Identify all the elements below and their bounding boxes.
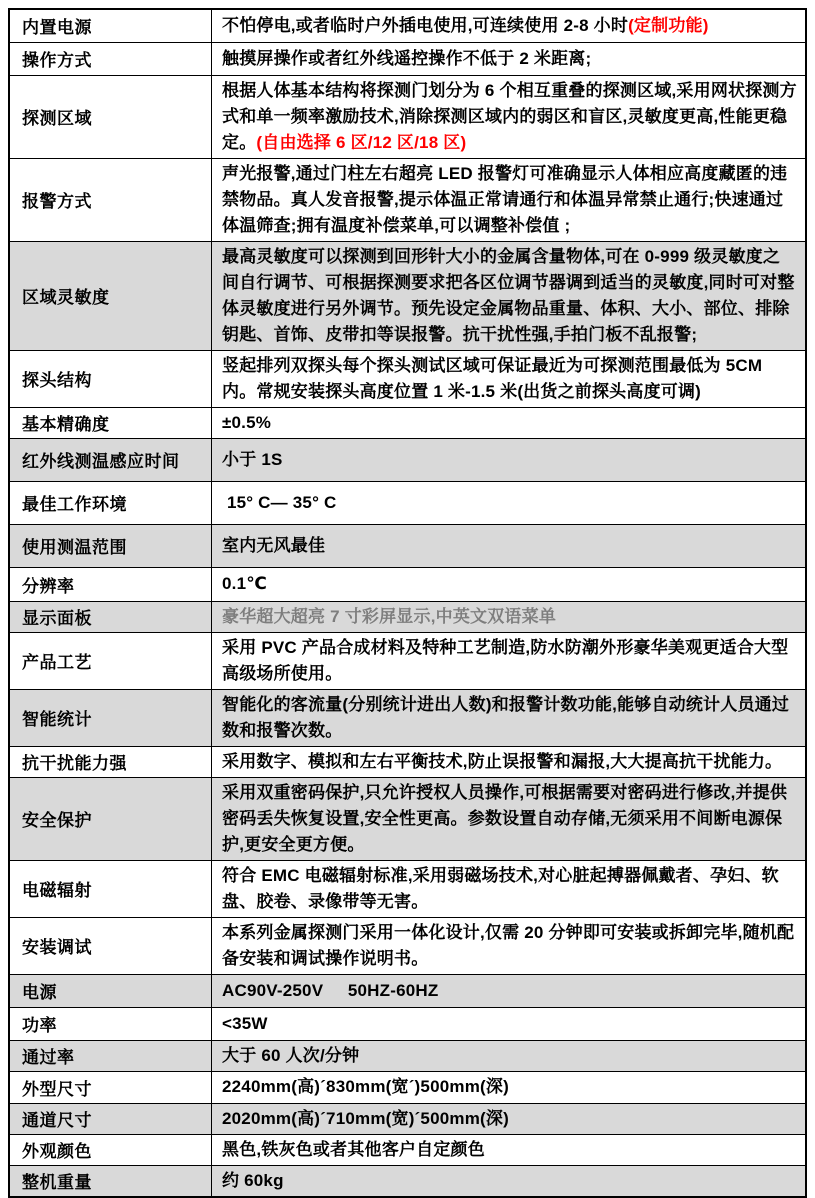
table-row (9, 601, 806, 632)
table-row (9, 777, 806, 860)
spec-value-text: 采用 PVC 产品合成材料及特种工艺制造,防水防潮外形豪华美观更适合大型高级场所使用。 (222, 637, 789, 683)
table-row (9, 9, 806, 42)
spec-label: 智能统计 (9, 689, 212, 746)
product-spec-table (8, 8, 807, 1198)
spec-value-text: AC90V-250V 50HZ-60HZ (222, 980, 439, 1000)
spec-label: 操作方式 (9, 42, 212, 75)
table-row (9, 1134, 806, 1165)
spec-value-text: 采用双重密码保护,只允许授权人员操作,可根据需要对密码进行修改,并提供密码丢失恢复设置,安全性更高。参数设置自动存储,无须采用不间断电源保护,更安全更方便。 (222, 782, 788, 854)
spec-value (212, 974, 807, 1007)
table-row (9, 158, 806, 241)
spec-value (212, 746, 807, 777)
spec-label: 安装调试 (9, 917, 212, 974)
spec-value (212, 917, 807, 974)
spec-label: 通过率 (9, 1040, 212, 1071)
spec-value-highlight: (定制功能) (628, 15, 709, 35)
spec-value (212, 407, 807, 438)
table-row (9, 1103, 806, 1134)
spec-value-text: 声光报警,通过门柱左右超亮 LED 报警灯可准确显示人体相应高度藏匿的违禁物品。真人发音报警,提示体温正常请通行和体温异常禁止通行;快速通过体温筛查;拥有温度补偿菜单,可以调整补偿值 ; (222, 163, 788, 235)
spec-label: 使用测温范围 (9, 524, 212, 567)
spec-label: 基本精确度 (9, 407, 212, 438)
spec-value-text: 小于 1S (222, 449, 283, 469)
spec-value-text: ±0.5% (222, 412, 272, 432)
spec-value (212, 481, 807, 524)
spec-value-text: 本系列金属探测门采用一体化设计,仅需 20 分钟即可安装或拆卸完毕,随机配备安装和调试操作说明书。 (222, 922, 795, 968)
spec-label: 外观颜色 (9, 1134, 212, 1165)
table-row (9, 567, 806, 601)
spec-value (212, 1040, 807, 1071)
table-row (9, 241, 806, 350)
spec-value-text: <35W (222, 1013, 268, 1033)
spec-value (212, 524, 807, 567)
table-row (9, 75, 806, 158)
table-row (9, 746, 806, 777)
table-row (9, 860, 806, 917)
spec-value (212, 158, 807, 241)
table-row (9, 974, 806, 1007)
table-row (9, 689, 806, 746)
spec-label: 外型尺寸 (9, 1071, 212, 1103)
spec-label: 分辨率 (9, 567, 212, 601)
table-row (9, 1040, 806, 1071)
spec-value (212, 601, 807, 632)
spec-value (212, 42, 807, 75)
spec-value-text: 约 60kg (222, 1170, 284, 1190)
table-row (9, 1007, 806, 1040)
table-row (9, 438, 806, 481)
spec-value-text: 黑色,铁灰色或者其他客户自定颜色 (222, 1139, 485, 1159)
spec-value-text: 0.1℃ (222, 574, 268, 593)
spec-label: 报警方式 (9, 158, 212, 241)
spec-value (212, 350, 807, 407)
spec-label: 电磁辐射 (9, 860, 212, 917)
spec-label: 区域灵敏度 (9, 241, 212, 350)
table-row (9, 1165, 806, 1197)
spec-value (212, 9, 807, 42)
spec-label: 电源 (9, 974, 212, 1007)
spec-value (212, 438, 807, 481)
spec-value (212, 75, 807, 158)
spec-label: 红外线测温感应时间 (9, 438, 212, 481)
spec-label: 内置电源 (9, 9, 212, 42)
spec-label: 抗干扰能力强 (9, 746, 212, 777)
spec-label: 安全保护 (9, 777, 212, 860)
spec-label: 通道尺寸 (9, 1103, 212, 1134)
spec-value (212, 777, 807, 860)
spec-label: 显示面板 (9, 601, 212, 632)
spec-value (212, 632, 807, 689)
spec-value-text: 不怕停电,或者临时户外插电使用,可连续使用 2-8 小时 (222, 15, 629, 35)
spec-value (212, 1007, 807, 1040)
spec-value (212, 689, 807, 746)
spec-label: 探头结构 (9, 350, 212, 407)
spec-label: 最佳工作环境 (9, 481, 212, 524)
spec-value-highlight: (自由选择 6 区/12 区/18 区) (256, 132, 467, 152)
spec-value (212, 860, 807, 917)
spec-label: 功率 (9, 1007, 212, 1040)
table-row (9, 407, 806, 438)
spec-value (212, 1134, 807, 1165)
table-row (9, 42, 806, 75)
spec-value-text: 采用数字、模拟和左右平衡技术,防止误报警和漏报,大大提高抗干扰能力。 (222, 751, 783, 771)
spec-value-text: 最高灵敏度可以探测到回形针大小的金属含量物体,可在 0-999 级灵敏度之间自行调节、可根据探测要求把各区位调节器调到适当的灵敏度,同时可对整体灵敏度进行另外调节。预先设定金属物品重量、体积、大小、部位、排除钥匙、首饰、皮带扣等误报警。抗干扰性强,手拍门板不乱报警; (222, 246, 795, 344)
spec-value-text: 触摸屏操作或者红外线遥控操作不低于 2 米距离; (222, 48, 592, 68)
spec-value-text: 符合 EMC 电磁辐射标准,采用弱磁场技术,对心脏起搏器佩戴者、孕妇、软盘、胶卷、录像带等无害。 (222, 865, 779, 911)
spec-value-text: 2240mm(高)´830mm(宽´)500mm(深) (222, 1077, 509, 1096)
spec-value-text: 15° C— 35° C (222, 492, 337, 512)
spec-value-text: 室内无风最佳 (222, 535, 326, 555)
spec-value-text: 豪华超大超亮 7 寸彩屏显示,中英文双语菜单 (222, 606, 557, 626)
spec-value-text: 智能化的客流量(分别统计进出人数)和报警计数功能,能够自动统计人员通过数和报警次数。 (222, 694, 790, 740)
spec-value-text: 2020mm(高)´710mm(宽)´500mm(深) (222, 1108, 509, 1128)
table-row (9, 524, 806, 567)
spec-value-text: 大于 60 人次/分钟 (222, 1045, 360, 1065)
spec-value-text: 根据人体基本结构将探测门划分为 6 个相互重叠的探测区域,采用网状探测方式和单一频率激励技术,消除探测区域内的弱区和盲区,灵敏度更高,性能更稳定。 (222, 80, 797, 152)
spec-value (212, 1103, 807, 1134)
spec-value (212, 1071, 807, 1103)
spec-label: 整机重量 (9, 1165, 212, 1197)
spec-value (212, 567, 807, 601)
spec-value (212, 241, 807, 350)
table-row (9, 481, 806, 524)
spec-label: 产品工艺 (9, 632, 212, 689)
table-row (9, 917, 806, 974)
spec-value (212, 1165, 807, 1197)
spec-value-text: 竖起排列双探头每个探头测试区域可保证最近为可探测范围最低为 5CM 内。常规安装探头高度位置 1 米-1.5 米(出货之前探头高度可调) (222, 355, 768, 401)
table-row (9, 632, 806, 689)
spec-label: 探测区域 (9, 75, 212, 158)
table-row (9, 350, 806, 407)
table-row (9, 1071, 806, 1103)
